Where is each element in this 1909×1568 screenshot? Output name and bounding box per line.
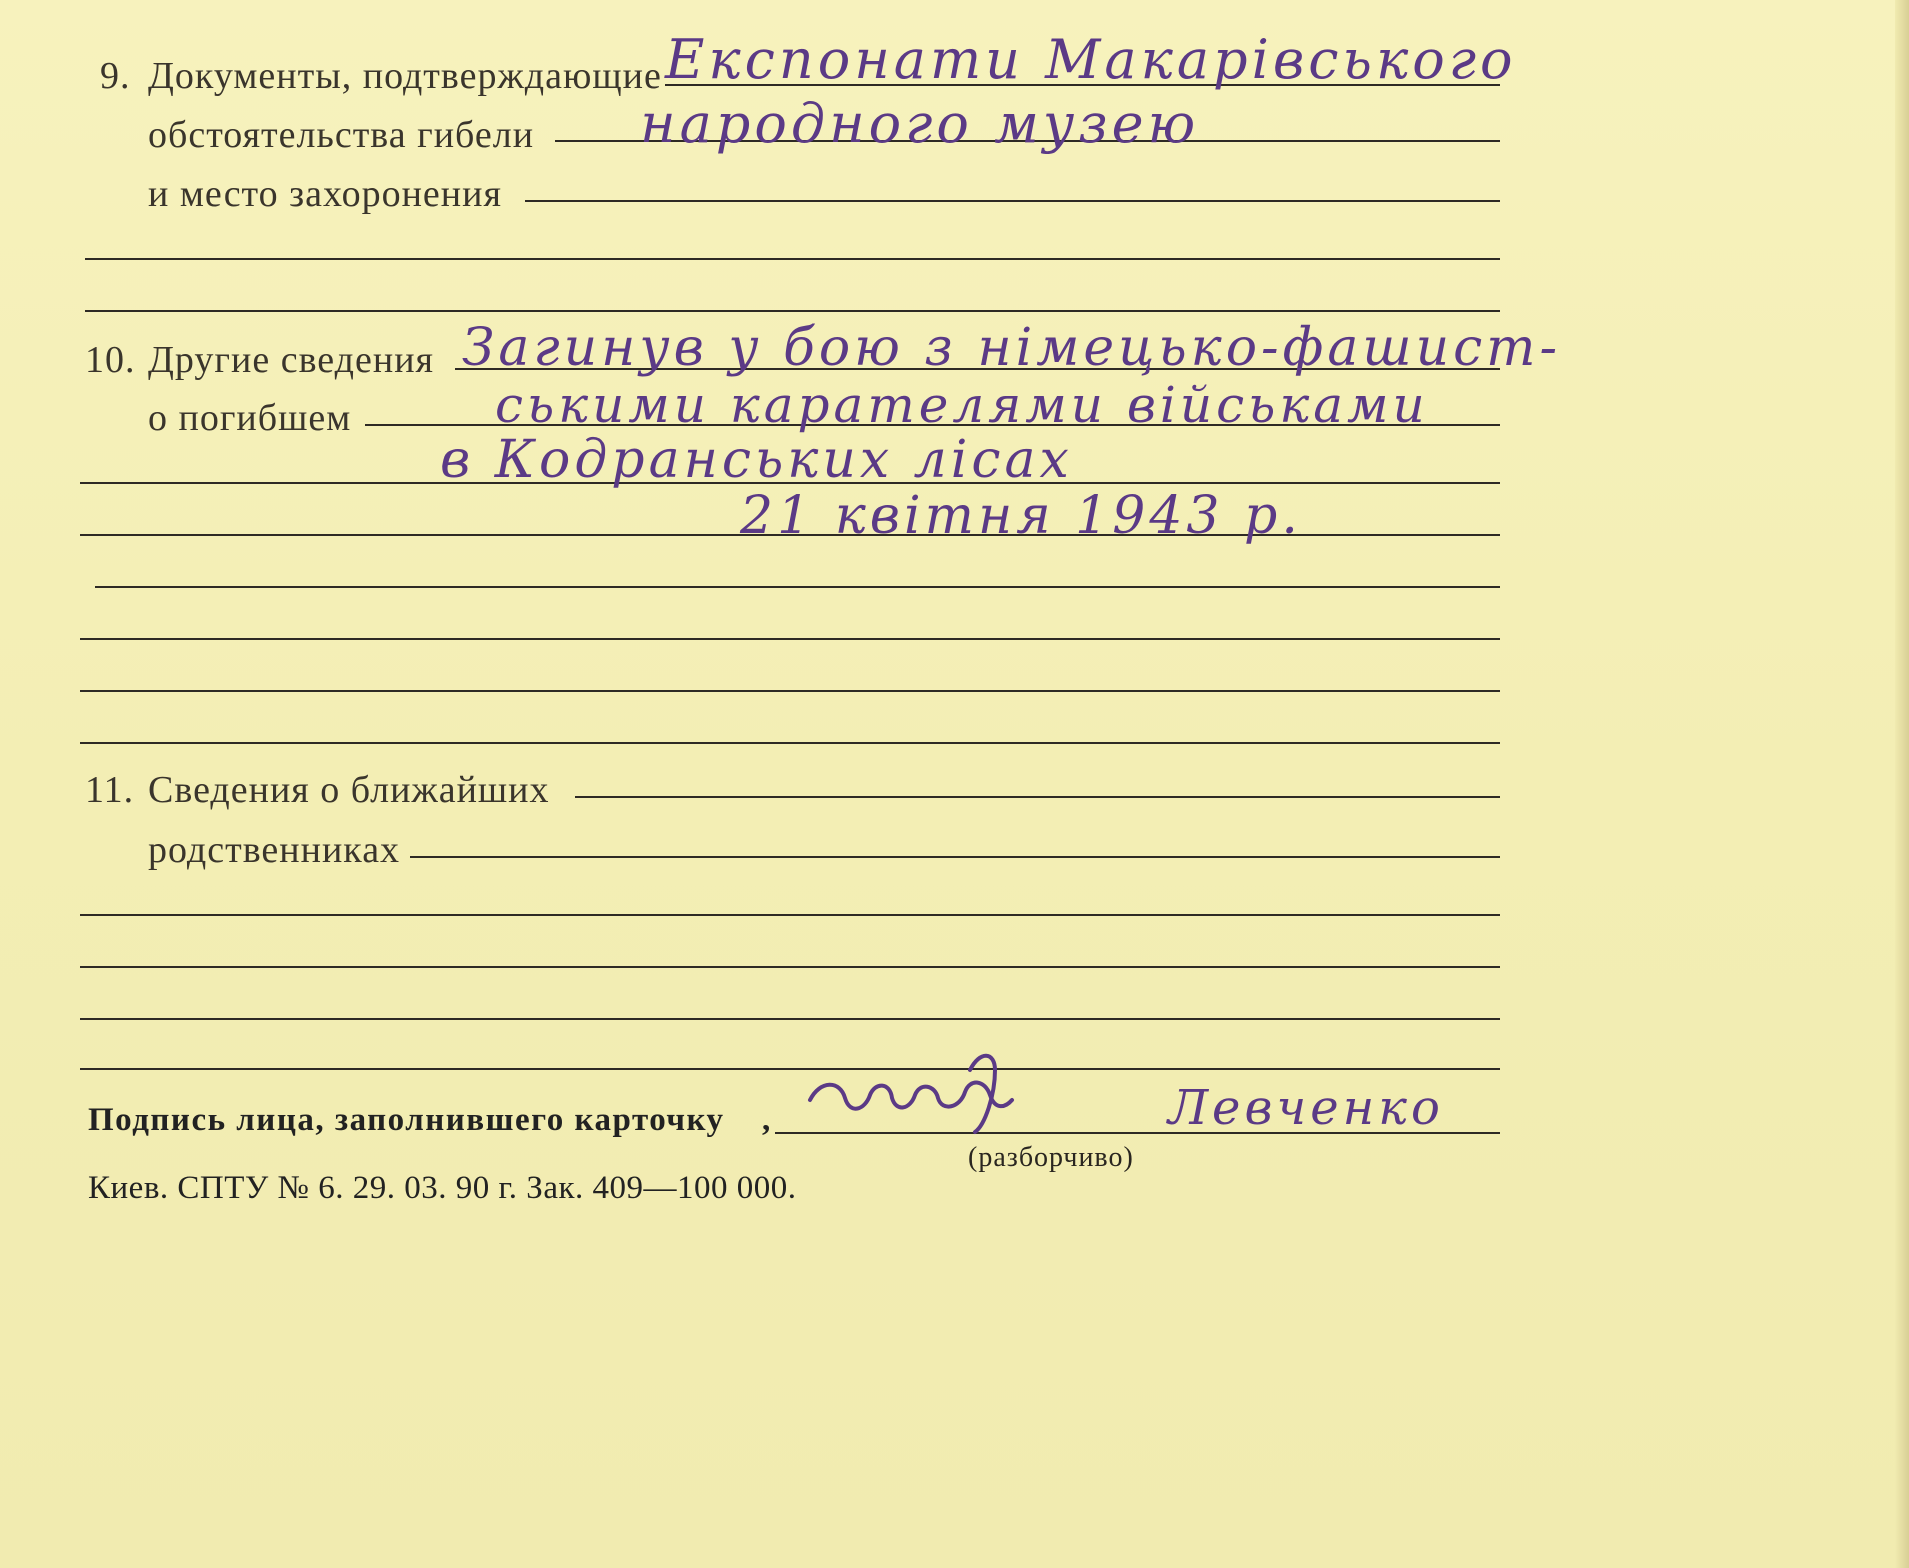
print-imprint: Киев. СПТУ № 6. 29. 03. 90 г. Зак. 409—100 000.: [88, 1170, 797, 1206]
section11-rule-6: [80, 1068, 1500, 1070]
signature-hint: (разборчиво): [968, 1142, 1134, 1173]
section11-rule-4: [80, 966, 1500, 968]
section10-handwritten-line1: Загинув у бою з німецько-фашист-: [462, 318, 1562, 378]
signature-scribble: [800, 1040, 1020, 1140]
section9-rule-4: [85, 258, 1500, 260]
section10-handwritten-line2: ськими карателями військами: [495, 376, 1429, 434]
section9-rule-3: [525, 200, 1500, 202]
section10-rule-7: [80, 690, 1500, 692]
section11-rule-3: [80, 914, 1500, 916]
section10-rule-6: [80, 638, 1500, 640]
signature-label: Подпись лица, заполнившего карточку: [88, 1102, 725, 1138]
section11-rule-2: [410, 856, 1500, 858]
section9-handwritten-line1: Експонати Макарівського: [665, 28, 1517, 91]
section11-rule-5: [80, 1018, 1500, 1020]
section11-label-line2: родственниках: [148, 829, 401, 871]
section10-rule-8: [80, 742, 1500, 744]
section9-label-line2: обстоятельства гибели: [148, 114, 535, 156]
section9-number: 9.: [100, 55, 131, 97]
signature-handwritten-name: Левченко: [1168, 1080, 1444, 1136]
section11-number: 11.: [85, 769, 135, 811]
section10-handwritten-line4: 21 квітня 1943 р.: [740, 486, 1302, 546]
section11-rule-1: [575, 796, 1500, 798]
section9-label-line3: и место захоронения: [148, 173, 502, 215]
section11-label-line1: Сведения о ближайших: [148, 769, 550, 811]
paper-edge: [1895, 0, 1909, 1568]
signature-label-comma: ,: [762, 1102, 772, 1138]
section10-rule-5: [95, 586, 1500, 588]
section9-handwritten-line2: народного музею: [640, 92, 1200, 155]
section10-handwritten-line3: в Кодранських лісах: [440, 430, 1073, 490]
section10-number: 10.: [85, 339, 136, 381]
section9-rule-5: [85, 310, 1500, 312]
section10-label-line2: о погибшем: [148, 397, 352, 439]
section9-label-line1: Документы, подтверждающие: [148, 55, 662, 97]
section10-label-line1: Другие сведения: [148, 339, 435, 381]
